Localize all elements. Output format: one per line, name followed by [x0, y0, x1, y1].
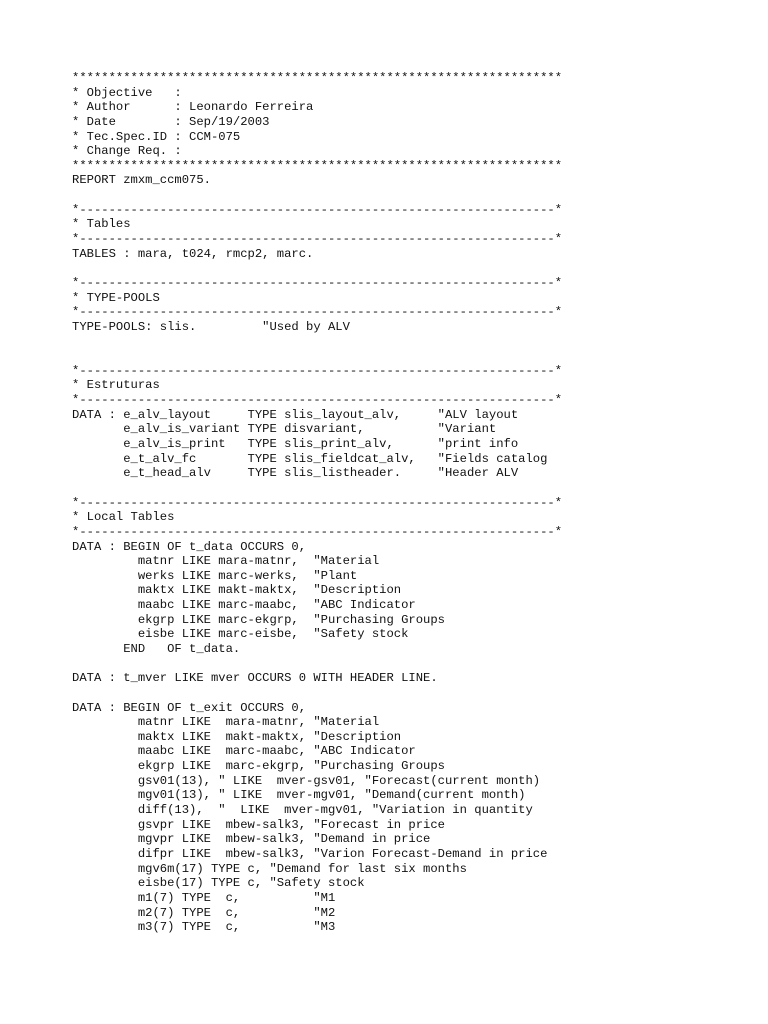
code-line: *-----------------------------------------------------------------*	[72, 275, 563, 290]
code-line: maktx LIKE makt-maktx, "Description	[72, 583, 402, 598]
code-line: werks LIKE marc-werks, "Plant	[72, 568, 358, 583]
code-line: matnr LIKE mara-matnr, "Material	[72, 715, 380, 730]
code-line	[72, 261, 562, 276]
code-line: ekgrp LIKE marc-ekgrp, "Purchasing Groups	[72, 612, 445, 627]
code-line: *-----------------------------------------------------------------*	[72, 495, 563, 510]
code-line: e_t_head_alv TYPE slis_listheader. "Header ALV	[72, 466, 519, 481]
code-line: *-----------------------------------------------------------------*	[72, 305, 563, 320]
code-line	[72, 349, 562, 364]
code-line: mgvpr LIKE mbew-salk3, "Demand in price	[72, 832, 431, 847]
code-line: *******************************************************************	[72, 71, 563, 85]
code-line: maktx LIKE makt-maktx, "Description	[72, 729, 402, 744]
code-line: TYPE-POOLS: slis. "Used by ALV	[72, 319, 350, 334]
code-line: e_alv_is_print TYPE slis_print_alv, "print info	[72, 437, 519, 452]
code-line: DATA : BEGIN OF t_data OCCURS 0,	[72, 539, 307, 554]
code-line: gsvpr LIKE mbew-salk3, "Forecast in price	[72, 817, 445, 832]
code-line: * TYPE-POOLS	[72, 290, 160, 305]
code-line: gsv01(13), " LIKE mver-gsv01, "Forecast(current month)	[72, 773, 541, 788]
code-line: * Change Req. :	[72, 144, 182, 159]
code-line	[72, 335, 562, 350]
code-line: maabc LIKE marc-maabc, "ABC Indicator	[72, 744, 416, 759]
code-line: diff(13), " LIKE mver-mgv01, "Variation in quantity	[72, 803, 533, 818]
code-line: DATA : t_mver LIKE mver OCCURS 0 WITH HEADER LINE.	[72, 671, 438, 686]
code-line: REPORT zmxm_ccm075.	[72, 173, 211, 188]
code-line: difpr LIKE mbew-salk3, "Varion Forecast-Demand in price	[72, 846, 548, 861]
code-line: TABLES : mara, t024, rmcp2, marc.	[72, 246, 314, 261]
code-line: m2(7) TYPE c, "M2	[72, 905, 336, 920]
code-line: * Estruturas	[72, 378, 160, 393]
code-line: * Tables	[72, 217, 131, 232]
code-line: * Author : Leonardo Ferreira	[72, 100, 314, 115]
code-line: ekgrp LIKE marc-ekgrp, "Purchasing Groups	[72, 759, 445, 774]
code-line: DATA : BEGIN OF t_exit OCCURS 0,	[72, 700, 307, 715]
source-code-listing	[72, 71, 562, 935]
code-line: mgv01(13), " LIKE mver-mgv01, "Demand(current month)	[72, 788, 526, 803]
code-line: e_alv_is_variant TYPE disvariant, "Variant	[72, 422, 497, 437]
code-line: * Objective :	[72, 85, 182, 100]
code-line: eisbe(17) TYPE c, "Safety stock	[72, 876, 365, 891]
code-line	[72, 686, 562, 701]
code-line	[72, 188, 562, 203]
code-line: maabc LIKE marc-maabc, "ABC Indicator	[72, 598, 416, 613]
code-line: matnr LIKE mara-matnr, "Material	[72, 554, 380, 569]
code-line: m3(7) TYPE c, "M3	[72, 920, 336, 935]
code-line: *-----------------------------------------------------------------*	[72, 524, 563, 539]
code-line: mgv6m(17) TYPE c, "Demand for last six months	[72, 861, 467, 876]
code-line: * Tec.Spec.ID : CCM-075	[72, 129, 241, 144]
code-line: m1(7) TYPE c, "M1	[72, 890, 336, 905]
code-line: *-----------------------------------------------------------------*	[72, 232, 563, 247]
code-line: DATA : e_alv_layout TYPE slis_layout_alv, "ALV layout	[72, 407, 519, 422]
code-line: * Local Tables	[72, 510, 175, 525]
code-line: END OF t_data.	[72, 641, 241, 656]
code-line: *-----------------------------------------------------------------*	[72, 202, 563, 217]
code-line: *-----------------------------------------------------------------*	[72, 393, 563, 408]
code-line: *-----------------------------------------------------------------*	[72, 363, 563, 378]
code-line: e_t_alv_fc TYPE slis_fieldcat_alv, "Fields catalog	[72, 451, 548, 466]
code-line	[72, 657, 562, 672]
code-line: *******************************************************************	[72, 158, 563, 173]
code-line	[72, 481, 562, 496]
code-line: eisbe LIKE marc-eisbe, "Safety stock	[72, 627, 409, 642]
code-line: * Date : Sep/19/2003	[72, 114, 270, 129]
